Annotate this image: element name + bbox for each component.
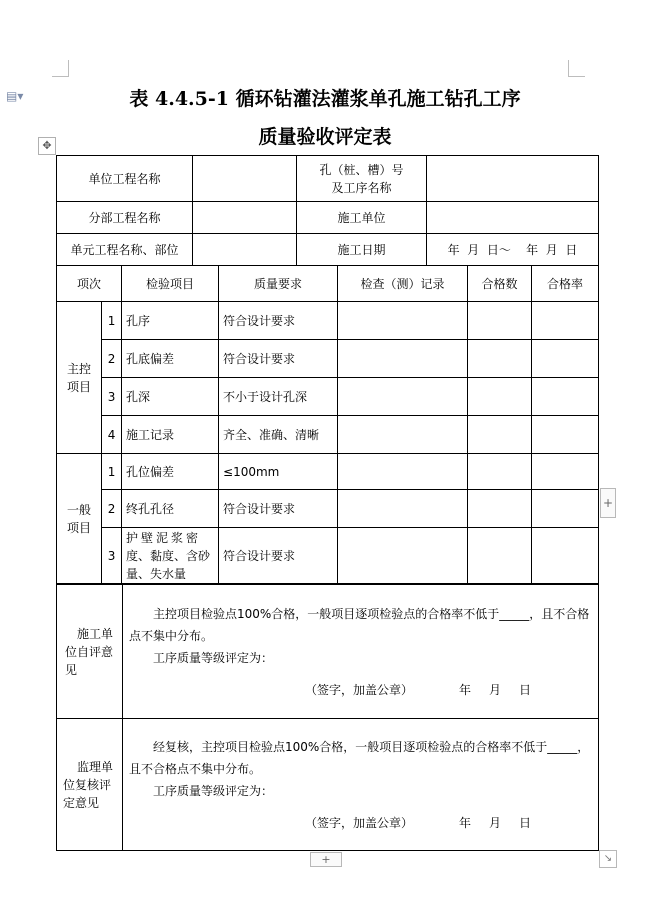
add-column-plus-icon[interactable]: + xyxy=(600,488,616,518)
element-label: 单元工程名称、部位 xyxy=(57,234,193,266)
date-value[interactable]: 年 月 日～ 年 月 日 xyxy=(427,234,599,266)
unit-project-label: 单位工程名称 xyxy=(57,156,193,202)
col-header-qualified-rate: 合格率 xyxy=(532,266,599,302)
table-row xyxy=(57,490,599,528)
table-row xyxy=(57,340,599,378)
add-row-plus-icon[interactable]: + xyxy=(310,852,342,867)
inspection-item: 护壁泥浆密 度、黏度、含砂 量、失水量 xyxy=(122,528,219,584)
hole-value[interactable] xyxy=(427,156,599,202)
record-cell[interactable] xyxy=(338,454,468,490)
unit-project-value[interactable] xyxy=(193,156,297,202)
qualified-count-cell[interactable] xyxy=(468,528,532,584)
hole-label: 孔（桩、槽）号 及工序名称 xyxy=(297,156,427,202)
title-line-2: 质量验收评定表 xyxy=(258,126,392,148)
record-cell[interactable] xyxy=(338,416,468,454)
table-row xyxy=(57,378,599,416)
qualified-count-cell[interactable] xyxy=(468,302,532,340)
contractor-label: 施工单位 xyxy=(297,202,427,234)
record-cell[interactable] xyxy=(338,340,468,378)
qualified-rate-cell[interactable] xyxy=(532,378,599,416)
row-number: 2 xyxy=(102,490,122,528)
row-number: 3 xyxy=(102,528,122,584)
quality-requirement: ≤100mm xyxy=(219,454,338,490)
qualified-rate-cell[interactable] xyxy=(532,528,599,584)
quality-requirement: 符合设计要求 xyxy=(219,302,338,340)
qualified-count-cell[interactable] xyxy=(468,378,532,416)
division-value[interactable] xyxy=(193,202,297,234)
self-assessment-text: 主控项目检验点100%合格，一般项目逐项检验点的合格率不低于_____，且不合格点不集中分布。 xyxy=(129,606,590,643)
quality-requirement: 符合设计要求 xyxy=(219,490,338,528)
row-number: 1 xyxy=(102,454,122,490)
supervision-label: 监理单 位复核评 定意见 xyxy=(57,719,123,851)
quality-requirement: 符合设计要求 xyxy=(219,528,338,584)
inspection-item: 终孔孔径 xyxy=(122,490,219,528)
qualified-rate-cell[interactable] xyxy=(532,454,599,490)
self-assessment-signature: （签字，加盖公章） 年 月 日 xyxy=(305,682,532,697)
supervision-text: 经复核，主控项目检验点100%合格，一般项目逐项检验点的合格率不低于_____，且不合格点不集中分布。 xyxy=(129,739,590,776)
record-cell[interactable] xyxy=(338,302,468,340)
inspection-item: 孔位偏差 xyxy=(122,454,219,490)
quality-requirement: 符合设计要求 xyxy=(219,340,338,378)
self-assessment-content[interactable] xyxy=(123,585,599,719)
record-cell[interactable] xyxy=(338,490,468,528)
qualified-rate-cell[interactable] xyxy=(532,340,599,378)
crop-mark-top-left xyxy=(52,60,69,77)
qualified-rate-cell[interactable] xyxy=(532,302,599,340)
document-icon[interactable]: ▤▾ xyxy=(6,89,24,103)
supervision-signature: （签字，加盖公章） 年 月 日 xyxy=(305,815,532,830)
title-line-1: 表 4.4.5-1 循环钻灌法灌浆单孔施工钻孔工序 xyxy=(129,88,521,110)
inspection-item: 孔底偏差 xyxy=(122,340,219,378)
header-table xyxy=(56,155,599,266)
qualified-rate-cell[interactable] xyxy=(532,416,599,454)
resize-handle-icon[interactable]: ↘ xyxy=(599,850,617,868)
row-number: 3 xyxy=(102,378,122,416)
quality-requirement: 齐全、准确、清晰 xyxy=(219,416,338,454)
col-header-qualified-count: 合格数 xyxy=(468,266,532,302)
supervision-grade: 工序质量等级评定为： xyxy=(153,783,274,798)
self-assessment-grade: 工序质量等级评定为： xyxy=(153,650,274,665)
date-label: 施工日期 xyxy=(297,234,427,266)
row-number: 2 xyxy=(102,340,122,378)
col-header-inspection-item: 检验项目 xyxy=(122,266,219,302)
inspection-item: 孔序 xyxy=(122,302,219,340)
col-header-record: 检查（测）记录 xyxy=(338,266,468,302)
table-row xyxy=(57,416,599,454)
col-header-quality-requirement: 质量要求 xyxy=(219,266,338,302)
qualified-count-cell[interactable] xyxy=(468,454,532,490)
group-label-general: 一般 项目 xyxy=(57,454,102,584)
table-row xyxy=(57,528,599,584)
table-move-icon[interactable]: ✥ xyxy=(38,137,56,155)
crop-mark-top-right xyxy=(568,60,585,77)
qualified-count-cell[interactable] xyxy=(468,340,532,378)
row-number: 1 xyxy=(102,302,122,340)
supervision-content[interactable] xyxy=(123,719,599,851)
qualified-count-cell[interactable] xyxy=(468,416,532,454)
qualified-count-cell[interactable] xyxy=(468,490,532,528)
group-label-main: 主控 项目 xyxy=(57,302,102,454)
record-cell[interactable] xyxy=(338,528,468,584)
inspection-item: 施工记录 xyxy=(122,416,219,454)
division-label: 分部工程名称 xyxy=(57,202,193,234)
table-row xyxy=(57,302,599,340)
contractor-value[interactable] xyxy=(427,202,599,234)
element-value[interactable] xyxy=(193,234,297,266)
qualified-rate-cell[interactable] xyxy=(532,490,599,528)
inspection-item: 孔深 xyxy=(122,378,219,416)
inspection-table xyxy=(56,265,599,584)
opinion-table xyxy=(56,584,599,851)
table-row xyxy=(57,454,599,490)
quality-requirement: 不小于设计孔深 xyxy=(219,378,338,416)
row-number: 4 xyxy=(102,416,122,454)
record-cell[interactable] xyxy=(338,378,468,416)
col-header-item-type: 项次 xyxy=(57,266,122,302)
self-assessment-label: 施工单 位自评意 见 xyxy=(57,585,123,719)
